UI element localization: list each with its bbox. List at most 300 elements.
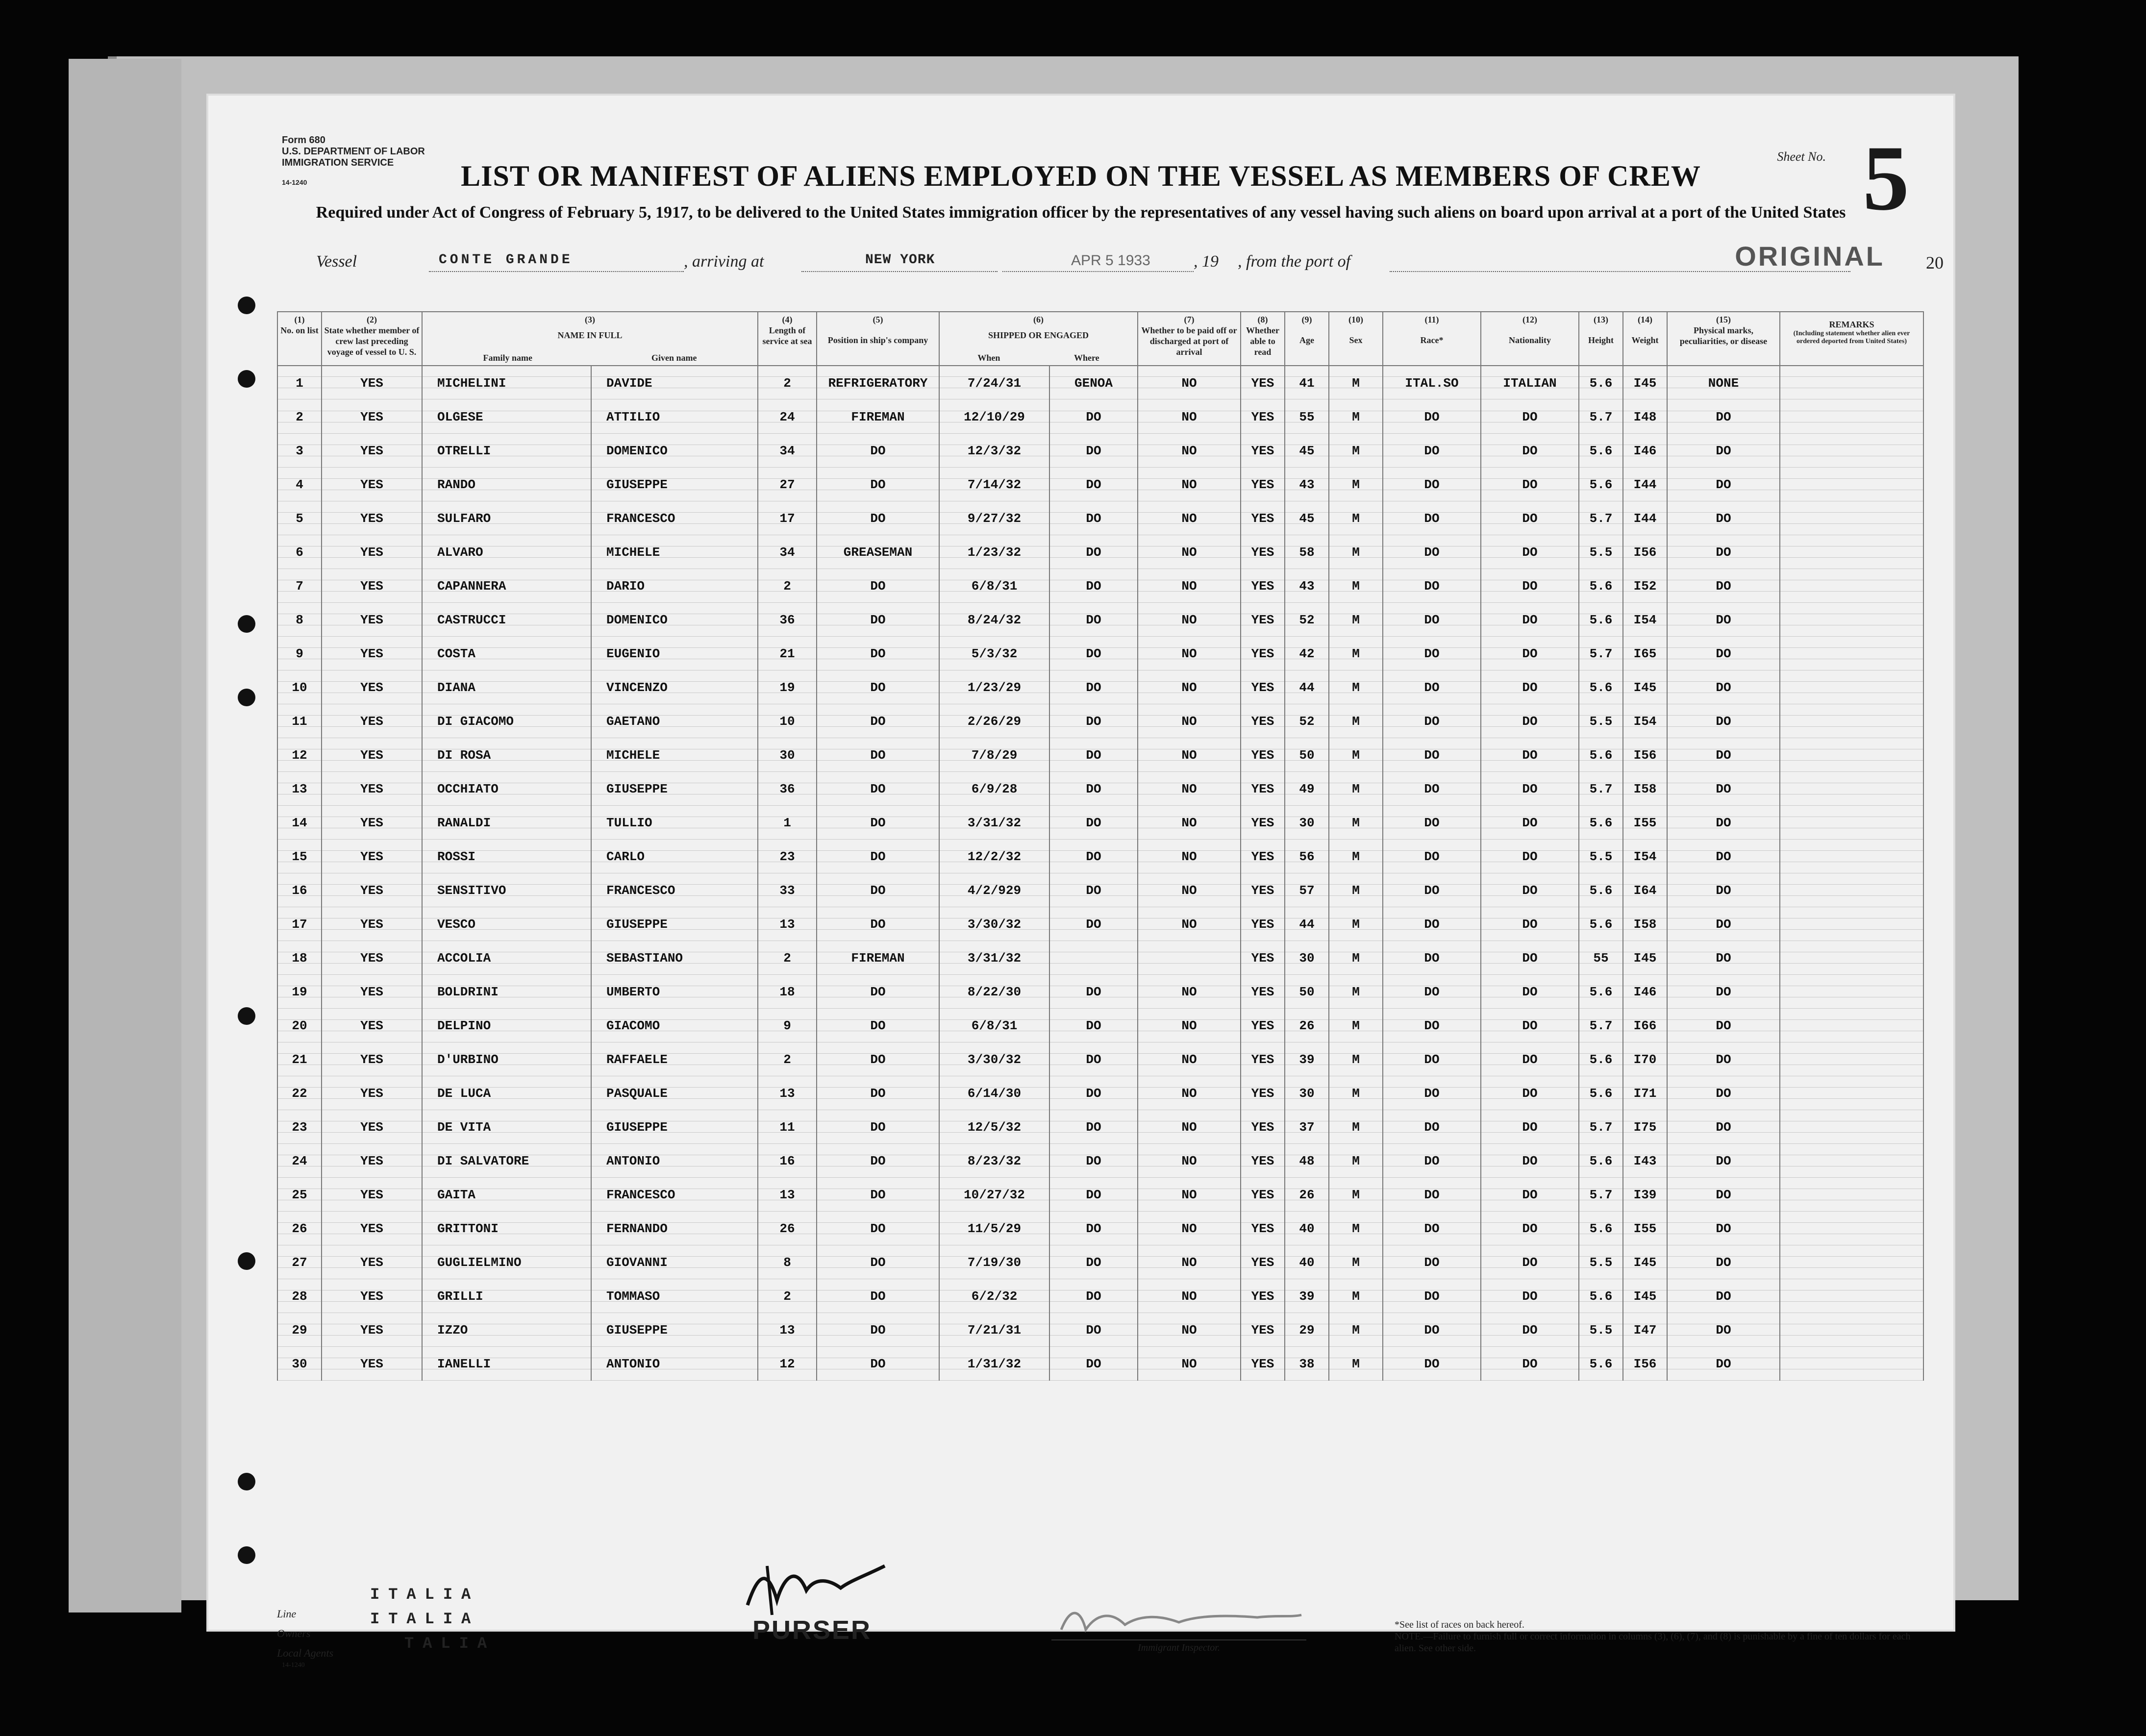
cell-marks: DO (1667, 1178, 1780, 1212)
cell-where: DO (1049, 670, 1138, 704)
cell-read: YES (1241, 1178, 1285, 1212)
cell-marks: DO (1667, 1076, 1780, 1110)
punch-hole (238, 1007, 255, 1025)
cell-when: 2/26/29 (939, 704, 1049, 738)
cell-marks: DO (1667, 941, 1780, 975)
cell-remarks (1780, 400, 1923, 434)
cell-weight: I58 (1623, 772, 1667, 806)
cell-weight: I39 (1623, 1178, 1667, 1212)
cell-race: DO (1383, 1009, 1481, 1042)
cell-service: 21 (758, 637, 817, 670)
cell-sex: M (1329, 434, 1383, 468)
col-age-header: (9) Age (1285, 312, 1329, 366)
cell-weight: I47 (1623, 1313, 1667, 1347)
col-name-header: (3) NAME IN FULL Family name Given name (422, 312, 758, 366)
cell-nat: ITALIAN (1481, 366, 1579, 400)
cell-prev: YES (322, 1245, 422, 1279)
cell-position: DO (817, 1245, 939, 1279)
table-row (277, 1279, 1923, 1313)
cell-position: DO (817, 603, 939, 637)
cell-given: PASQUALE (591, 1076, 758, 1110)
cell-race: DO (1383, 434, 1481, 468)
cell-read: YES (1241, 840, 1285, 873)
cell-when: 11/5/29 (939, 1212, 1049, 1245)
cell-prev: YES (322, 468, 422, 501)
cell-given: EUGENIO (591, 637, 758, 670)
cell-sex: M (1329, 670, 1383, 704)
cell-remarks (1780, 1347, 1923, 1381)
table-row (277, 873, 1923, 907)
cell-marks: DO (1667, 569, 1780, 603)
cell-family: COSTA (422, 637, 591, 670)
cell-where: DO (1049, 840, 1138, 873)
cell-position: DO (817, 670, 939, 704)
cell-read: YES (1241, 1313, 1285, 1347)
cell-family: MICHELINI (422, 366, 591, 400)
cell-age: 30 (1285, 1076, 1329, 1110)
cell-paid: NO (1138, 772, 1241, 806)
cell-height: 5.6 (1579, 1347, 1623, 1381)
cell-nat: DO (1481, 1245, 1579, 1279)
cell-race: DO (1383, 806, 1481, 840)
cell-race: DO (1383, 704, 1481, 738)
cell-family: DELPINO (422, 1009, 591, 1042)
cell-remarks (1780, 873, 1923, 907)
cell-when: 10/27/32 (939, 1178, 1049, 1212)
cell-no: 6 (277, 535, 322, 569)
cell-service: 10 (758, 704, 817, 738)
cell-race: DO (1383, 907, 1481, 941)
cell-weight: I65 (1623, 637, 1667, 670)
cell-service: 2 (758, 1279, 817, 1313)
col-position-header: (5) Position in ship's company (817, 312, 939, 366)
cell-given: GIUSEPPE (591, 907, 758, 941)
cell-remarks (1780, 468, 1923, 501)
cell-height: 5.5 (1579, 1245, 1623, 1279)
cell-when: 3/30/32 (939, 1042, 1049, 1076)
owners-value: ITALIA (370, 1610, 480, 1628)
cell-family: RANDO (422, 468, 591, 501)
cell-prev: YES (322, 907, 422, 941)
cell-read: YES (1241, 704, 1285, 738)
cell-read: YES (1241, 400, 1285, 434)
cell-race: ITAL.SO (1383, 366, 1481, 400)
cell-prev: YES (322, 704, 422, 738)
cell-given: GAETANO (591, 704, 758, 738)
cell-nat: DO (1481, 840, 1579, 873)
cell-weight: I54 (1623, 603, 1667, 637)
cell-position: DO (817, 434, 939, 468)
cell-read: YES (1241, 975, 1285, 1009)
cell-where: DO (1049, 1144, 1138, 1178)
manifest-sheet (208, 96, 1953, 1669)
cell-remarks (1780, 670, 1923, 704)
cell-position: DO (817, 1279, 939, 1313)
cell-no: 27 (277, 1245, 322, 1279)
cell-sex: M (1329, 1245, 1383, 1279)
cell-no: 24 (277, 1144, 322, 1178)
cell-height: 5.7 (1579, 400, 1623, 434)
cell-paid: NO (1138, 434, 1241, 468)
cell-no: 15 (277, 840, 322, 873)
col-weight-header: (14) Weight (1623, 312, 1667, 366)
cell-given: CARLO (591, 840, 758, 873)
cell-prev: YES (322, 1347, 422, 1381)
cell-given: RAFFAELE (591, 1042, 758, 1076)
cell-prev: YES (322, 1313, 422, 1347)
cell-race: DO (1383, 569, 1481, 603)
cell-age: 52 (1285, 704, 1329, 738)
cell-weight: I71 (1623, 1076, 1667, 1110)
col-remarks-header: REMARKS (Including statement whether alien ever ordered deported from United States) (1780, 312, 1923, 366)
cell-nat: DO (1481, 1313, 1579, 1347)
cell-sex: M (1329, 569, 1383, 603)
cell-read: YES (1241, 1076, 1285, 1110)
punch-hole (238, 615, 255, 633)
cell-sex: M (1329, 1347, 1383, 1381)
col-shipped-header: (6) SHIPPED OR ENGAGED When Where (939, 312, 1138, 366)
cell-height: 5.6 (1579, 569, 1623, 603)
manifest-subtitle: Required under Act of Congress of February 5, 1917, to be delivered to the United States immigration officer by the representatives of any vessel having such aliens on board upon arrival at a port of the United States (316, 203, 1846, 222)
cell-family: CASTRUCCI (422, 603, 591, 637)
cell-position: DO (817, 1076, 939, 1110)
cell-weight: I45 (1623, 1279, 1667, 1313)
col-race-header: (11) Race* (1383, 312, 1481, 366)
cell-paid: NO (1138, 1245, 1241, 1279)
cell-read: YES (1241, 670, 1285, 704)
cell-paid: NO (1138, 873, 1241, 907)
cell-prev: YES (322, 501, 422, 535)
cell-height: 5.7 (1579, 1009, 1623, 1042)
cell-paid: NO (1138, 1009, 1241, 1042)
date-stamp: APR 5 1933 (1071, 252, 1150, 269)
punch-hole (238, 297, 255, 314)
cell-position: DO (817, 738, 939, 772)
cell-sex: M (1329, 535, 1383, 569)
cell-age: 42 (1285, 637, 1329, 670)
cell-service: 26 (758, 1212, 817, 1245)
cell-marks: DO (1667, 1042, 1780, 1076)
cell-where: DO (1049, 468, 1138, 501)
cell-when: 3/31/32 (939, 941, 1049, 975)
cell-marks: DO (1667, 772, 1780, 806)
cell-given: GIUSEPPE (591, 468, 758, 501)
cell-height: 5.6 (1579, 975, 1623, 1009)
cell-paid (1138, 941, 1241, 975)
cell-height: 5.6 (1579, 670, 1623, 704)
cell-prev: YES (322, 1144, 422, 1178)
cell-prev: YES (322, 1042, 422, 1076)
arrival-port: NEW YORK (865, 252, 935, 268)
cell-no: 7 (277, 569, 322, 603)
cell-service: 16 (758, 1144, 817, 1178)
cell-given: ANTONIO (591, 1144, 758, 1178)
cell-nat: DO (1481, 873, 1579, 907)
table-row (277, 1076, 1923, 1110)
table-row (277, 1313, 1923, 1347)
cell-paid: NO (1138, 637, 1241, 670)
cell-sex: M (1329, 840, 1383, 873)
cell-remarks (1780, 840, 1923, 873)
table-row (277, 1178, 1923, 1212)
cell-read: YES (1241, 434, 1285, 468)
cell-paid: NO (1138, 535, 1241, 569)
cell-position: DO (817, 468, 939, 501)
cell-race: DO (1383, 1313, 1481, 1347)
cell-family: ALVARO (422, 535, 591, 569)
cell-given: FERNANDO (591, 1212, 758, 1245)
cell-given: DARIO (591, 569, 758, 603)
cell-position: DO (817, 704, 939, 738)
from-port-label: , from the port of (1238, 252, 1351, 271)
cell-nat: DO (1481, 1076, 1579, 1110)
cell-when: 7/14/32 (939, 468, 1049, 501)
cell-service: 2 (758, 1042, 817, 1076)
cell-height: 5.6 (1579, 1076, 1623, 1110)
cell-service: 36 (758, 772, 817, 806)
cell-service: 2 (758, 569, 817, 603)
cell-service: 23 (758, 840, 817, 873)
cell-position: DO (817, 1110, 939, 1144)
cell-prev: YES (322, 1178, 422, 1212)
cell-no: 10 (277, 670, 322, 704)
cell-age: 29 (1285, 1313, 1329, 1347)
cell-no: 22 (277, 1076, 322, 1110)
cell-weight: I44 (1623, 468, 1667, 501)
cell-nat: DO (1481, 1042, 1579, 1076)
cell-when: 1/23/32 (939, 535, 1049, 569)
cell-race: DO (1383, 1347, 1481, 1381)
cell-height: 5.6 (1579, 1279, 1623, 1313)
cell-age: 41 (1285, 366, 1329, 400)
cell-sex: M (1329, 366, 1383, 400)
cell-height: 5.5 (1579, 535, 1623, 569)
cell-given: FRANCESCO (591, 873, 758, 907)
cell-nat: DO (1481, 1347, 1579, 1381)
cell-height: 5.6 (1579, 434, 1623, 468)
cell-nat: DO (1481, 806, 1579, 840)
agents-code: 14-1240 (282, 1662, 305, 1669)
cell-where: DO (1049, 1042, 1138, 1076)
cell-age: 43 (1285, 468, 1329, 501)
cell-remarks (1780, 535, 1923, 569)
table-row (277, 1110, 1923, 1144)
cell-race: DO (1383, 941, 1481, 975)
cell-weight: I55 (1623, 1212, 1667, 1245)
cell-service: 19 (758, 670, 817, 704)
cell-paid: NO (1138, 1144, 1241, 1178)
cell-height: 5.6 (1579, 468, 1623, 501)
cell-age: 45 (1285, 434, 1329, 468)
cell-read: YES (1241, 1347, 1285, 1381)
table-row (277, 738, 1923, 772)
cell-read: YES (1241, 738, 1285, 772)
cell-paid: NO (1138, 501, 1241, 535)
table-row (277, 603, 1923, 637)
col-height-header: (13) Height (1579, 312, 1623, 366)
cell-paid: NO (1138, 670, 1241, 704)
cell-paid: NO (1138, 840, 1241, 873)
table-row (277, 670, 1923, 704)
arriving-label: , arriving at (684, 252, 764, 271)
cell-nat: DO (1481, 501, 1579, 535)
cell-position: DO (817, 840, 939, 873)
cell-remarks (1780, 603, 1923, 637)
cell-paid: NO (1138, 366, 1241, 400)
cell-age: 58 (1285, 535, 1329, 569)
cell-weight: I48 (1623, 400, 1667, 434)
cell-service: 34 (758, 434, 817, 468)
cell-marks: DO (1667, 738, 1780, 772)
races-note: *See list of races on back hereof. (1395, 1619, 1524, 1630)
line-value: ITALIA (370, 1586, 480, 1604)
cell-sex: M (1329, 637, 1383, 670)
cell-nat: DO (1481, 975, 1579, 1009)
cell-when: 12/5/32 (939, 1110, 1049, 1144)
cell-height: 5.5 (1579, 704, 1623, 738)
cell-paid: NO (1138, 1042, 1241, 1076)
col-paid-off-header: (7) Whether to be paid off or discharged at port of arrival (1138, 312, 1241, 366)
cell-read: YES (1241, 1212, 1285, 1245)
cell-paid: NO (1138, 400, 1241, 434)
cell-sex: M (1329, 738, 1383, 772)
cell-age: 50 (1285, 738, 1329, 772)
cell-service: 11 (758, 1110, 817, 1144)
form-number: Form 680 (282, 135, 325, 146)
cell-position: DO (817, 569, 939, 603)
crew-table (277, 311, 1924, 1381)
cell-given: ANTONIO (591, 1347, 758, 1381)
cell-height: 5.6 (1579, 366, 1623, 400)
cell-race: DO (1383, 1042, 1481, 1076)
cell-weight: I75 (1623, 1110, 1667, 1144)
cell-remarks (1780, 569, 1923, 603)
cell-paid: NO (1138, 738, 1241, 772)
form-code: 14-1240 (282, 178, 307, 186)
column-number-row (277, 312, 1923, 366)
cell-age: 56 (1285, 840, 1329, 873)
col-no-header: (1) No. on list (277, 312, 322, 366)
cell-when: 5/3/32 (939, 637, 1049, 670)
cell-weight: I56 (1623, 535, 1667, 569)
cell-given: GIUSEPPE (591, 772, 758, 806)
cell-nat: DO (1481, 738, 1579, 772)
cell-read: YES (1241, 806, 1285, 840)
cell-family: GAITA (422, 1178, 591, 1212)
cell-no: 28 (277, 1279, 322, 1313)
cell-marks: DO (1667, 1009, 1780, 1042)
inspector-label: Immigrant Inspector. (1051, 1639, 1306, 1654)
cell-family: D'URBINO (422, 1042, 591, 1076)
agents-label: Local Agents (277, 1647, 334, 1659)
cell-no: 30 (277, 1347, 322, 1381)
cell-age: 55 (1285, 400, 1329, 434)
cell-when: 7/19/30 (939, 1245, 1049, 1279)
cell-no: 4 (277, 468, 322, 501)
table-row (277, 772, 1923, 806)
cell-no: 13 (277, 772, 322, 806)
cell-service: 2 (758, 366, 817, 400)
line-label: Line (277, 1608, 297, 1620)
cell-family: OLGESE (422, 400, 591, 434)
cell-weight: I66 (1623, 1009, 1667, 1042)
cell-given: TULLIO (591, 806, 758, 840)
cell-weight: I46 (1623, 434, 1667, 468)
cell-prev: YES (322, 1279, 422, 1313)
table-row (277, 1009, 1923, 1042)
cell-remarks (1780, 1110, 1923, 1144)
cell-where: DO (1049, 772, 1138, 806)
col-service-header: (4) Length of service at sea (758, 312, 817, 366)
cell-marks: DO (1667, 806, 1780, 840)
punch-hole (238, 370, 255, 388)
cell-when: 4/2/929 (939, 873, 1049, 907)
cell-height: 5.5 (1579, 840, 1623, 873)
cell-weight: I45 (1623, 366, 1667, 400)
cell-no: 26 (277, 1212, 322, 1245)
cell-when: 3/31/32 (939, 806, 1049, 840)
cell-nat: DO (1481, 941, 1579, 975)
cell-prev: YES (322, 637, 422, 670)
agency-name: U.S. DEPARTMENT OF LABOR (282, 146, 425, 157)
cell-sex: M (1329, 704, 1383, 738)
table-row (277, 907, 1923, 941)
col-read-header: (8) Whether able to read (1241, 312, 1285, 366)
cell-prev: YES (322, 1110, 422, 1144)
cell-family: SULFARO (422, 501, 591, 535)
cell-when: 6/8/31 (939, 1009, 1049, 1042)
cell-remarks (1780, 501, 1923, 535)
table-row (277, 1212, 1923, 1245)
cell-service: 33 (758, 873, 817, 907)
cell-race: DO (1383, 1245, 1481, 1279)
cell-nat: DO (1481, 1009, 1579, 1042)
cell-when: 12/10/29 (939, 400, 1049, 434)
cell-read: YES (1241, 873, 1285, 907)
cell-remarks (1780, 1009, 1923, 1042)
cell-paid: NO (1138, 1347, 1241, 1381)
cell-height: 5.7 (1579, 772, 1623, 806)
cell-age: 49 (1285, 772, 1329, 806)
sheet-number: 5 (1863, 127, 1909, 230)
cell-no: 14 (277, 806, 322, 840)
col-sex-header: (10) Sex (1329, 312, 1383, 366)
cell-marks: DO (1667, 1279, 1780, 1313)
cell-prev: YES (322, 400, 422, 434)
cell-position: FIREMAN (817, 941, 939, 975)
inspector-signature (1051, 1595, 1306, 1644)
cell-prev: YES (322, 1076, 422, 1110)
cell-position: DO (817, 1042, 939, 1076)
cell-marks: DO (1667, 670, 1780, 704)
cell-read: YES (1241, 1110, 1285, 1144)
cell-read: YES (1241, 603, 1285, 637)
cell-marks: DO (1667, 400, 1780, 434)
table-row (277, 1347, 1923, 1381)
cell-read: YES (1241, 1144, 1285, 1178)
cell-sex: M (1329, 1076, 1383, 1110)
cell-where: DO (1049, 704, 1138, 738)
cell-read: YES (1241, 501, 1285, 535)
cell-family: OTRELLI (422, 434, 591, 468)
cell-nat: DO (1481, 1279, 1579, 1313)
cell-height: 5.6 (1579, 907, 1623, 941)
cell-position: DO (817, 501, 939, 535)
punch-hole (238, 1546, 255, 1564)
cell-given: MICHELE (591, 535, 758, 569)
cell-no: 20 (277, 1009, 322, 1042)
cell-no: 29 (277, 1313, 322, 1347)
